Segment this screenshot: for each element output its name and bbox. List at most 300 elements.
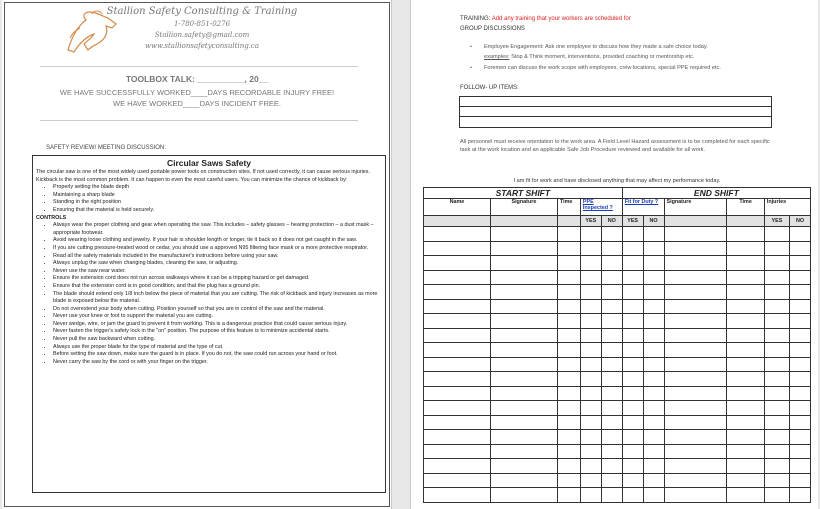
sign-in-cell[interactable]: [580, 256, 601, 271]
table-row: [424, 227, 811, 242]
sign-in-cell[interactable]: [622, 459, 643, 474]
sign-in-cell[interactable]: [727, 372, 765, 387]
list-item: • Read all the safety materials included in the manufacturer's instructions before using your saw.: [53, 253, 382, 261]
sign-in-cell[interactable]: [643, 343, 664, 358]
sign-in-cell[interactable]: [424, 386, 491, 401]
sign-in-cell[interactable]: [622, 386, 643, 401]
sign-in-cell[interactable]: [601, 459, 622, 474]
sign-in-cell[interactable]: [490, 256, 557, 271]
sign-in-cell[interactable]: [764, 357, 789, 372]
follow-up-row[interactable]: [460, 97, 771, 107]
sign-in-cell[interactable]: [622, 270, 643, 285]
sign-in-cell[interactable]: [622, 401, 643, 416]
list-item: • Never wedge, wire, or jam the guard to prevent it from working. This is a dangerous practice that could cause serious injury.: [53, 321, 382, 329]
sign-in-cell[interactable]: [664, 473, 727, 488]
sign-in-cell[interactable]: [424, 473, 491, 488]
sign-in-cell[interactable]: [557, 386, 580, 401]
article-title: Circular Saws Safety: [166, 158, 252, 168]
sign-in-cell[interactable]: [580, 227, 601, 242]
table-row: [424, 488, 811, 503]
table-row: [424, 386, 811, 401]
sign-in-cell[interactable]: [664, 241, 727, 256]
sign-in-cell[interactable]: [601, 299, 622, 314]
sign-in-cell[interactable]: [664, 227, 727, 242]
sign-in-cell[interactable]: [764, 473, 789, 488]
fit-header: Fit for Duty ?: [622, 199, 664, 216]
sign-in-cell[interactable]: [580, 430, 601, 445]
list-item: • Ensuring that the material is held securely.: [53, 207, 382, 215]
sign-in-cell[interactable]: [557, 372, 580, 387]
training-label: TRAINING:: [460, 16, 491, 22]
sign-in-cell[interactable]: [622, 415, 643, 430]
sign-in-cell[interactable]: [490, 314, 557, 329]
list-item: • The blade should extend only 1/8 inch below the piece of material that you are cutting. The risk of kickback and injury increases as more blade is exposed below the material.: [53, 291, 382, 306]
sign-in-cell[interactable]: [789, 473, 810, 488]
company-info: [102, 6, 302, 50]
sign-in-cell[interactable]: [580, 241, 601, 256]
bullet-dot: •: [470, 65, 472, 71]
sign-in-cell[interactable]: [727, 430, 765, 445]
sign-in-cell[interactable]: [490, 444, 557, 459]
sign-in-cell[interactable]: [424, 270, 491, 285]
sign-in-cell[interactable]: [789, 386, 810, 401]
table-row: [424, 430, 811, 445]
sign-in-cell[interactable]: [664, 430, 727, 445]
blank-cell: [557, 216, 580, 227]
company-email: Stallion.safety@gmail.com: [154, 31, 250, 39]
sign-in-cell[interactable]: [580, 444, 601, 459]
sign-in-cell[interactable]: [622, 285, 643, 300]
table-row: [424, 343, 811, 358]
table-row: [424, 372, 811, 387]
orientation-note: All personnel must receive orientation to the work area. A Field Level Hazard assessment is to be completed for each specific task at the work location and an applicable Safe Job Procedure reviewed and available for all work.: [460, 139, 770, 153]
sign-in-cell[interactable]: [601, 386, 622, 401]
sign-in-cell[interactable]: [727, 343, 765, 358]
sign-in-cell[interactable]: [601, 256, 622, 271]
time-header: Time: [557, 199, 580, 216]
sign-in-cell[interactable]: [727, 241, 765, 256]
sign-in-table: [423, 187, 811, 503]
sign-in-cell[interactable]: [601, 343, 622, 358]
sign-in-cell[interactable]: [601, 270, 622, 285]
sign-in-cell[interactable]: [580, 473, 601, 488]
sign-in-cell[interactable]: [557, 270, 580, 285]
list-item: • Ensure that the extension cord is in good condition, and that the plug has a ground pin.: [53, 283, 382, 291]
sign-in-cell[interactable]: [580, 459, 601, 474]
sign-in-cell[interactable]: [764, 415, 789, 430]
sign-in-cell[interactable]: [789, 227, 810, 242]
sign-in-cell[interactable]: [490, 415, 557, 430]
sign-in-cell[interactable]: [764, 386, 789, 401]
sign-in-cell[interactable]: [622, 473, 643, 488]
sign-in-cell[interactable]: [789, 328, 810, 343]
sign-in-cell[interactable]: [643, 227, 664, 242]
company-name: Stallion Safety Consulting & Training: [106, 6, 298, 17]
table-row: [424, 328, 811, 343]
follow-up-row[interactable]: [460, 117, 771, 127]
blank-cell: [727, 216, 765, 227]
sign-in-cell[interactable]: [601, 444, 622, 459]
sign-in-cell[interactable]: [557, 299, 580, 314]
sign-in-cell[interactable]: [664, 343, 727, 358]
sign-in-cell[interactable]: [643, 488, 664, 503]
sign-in-cell[interactable]: [643, 256, 664, 271]
shift-band-row: [424, 188, 811, 199]
sign-in-cell[interactable]: [580, 415, 601, 430]
bullet-dot: •: [470, 44, 472, 50]
sign-in-cell[interactable]: [764, 444, 789, 459]
sign-in-cell[interactable]: [789, 285, 810, 300]
sign-in-cell[interactable]: [622, 372, 643, 387]
sign-in-cell[interactable]: [557, 227, 580, 242]
examples-line: [484, 53, 784, 61]
signature2-header: Signature: [664, 199, 727, 216]
sign-in-cell[interactable]: [643, 473, 664, 488]
training-note: Add any training that your workers are scheduled for: [491, 16, 631, 22]
sign-in-cell[interactable]: [789, 357, 810, 372]
sign-in-cell[interactable]: [490, 473, 557, 488]
sign-in-cell[interactable]: [424, 343, 491, 358]
list-item: • Avoid wearing loose clothing and jewelry. If your hair is shoulder length or longer, tie it back so it does not get caught in the saw.: [53, 237, 382, 245]
list-item: • Always unplug the saw when changing blades, cleaning the saw, or adjusting.: [53, 260, 382, 268]
table-row: [424, 256, 811, 271]
sign-in-cell[interactable]: [727, 459, 765, 474]
sign-in-cell[interactable]: [557, 357, 580, 372]
divider: [40, 66, 358, 67]
sign-in-cell[interactable]: [643, 299, 664, 314]
sign-in-cell[interactable]: [764, 328, 789, 343]
sign-in-cell[interactable]: [601, 314, 622, 329]
sign-in-cell[interactable]: [490, 241, 557, 256]
sign-in-cell[interactable]: [727, 386, 765, 401]
sign-in-cell[interactable]: [424, 357, 491, 372]
sign-in-cell[interactable]: [622, 343, 643, 358]
table-row: [424, 357, 811, 372]
sign-in-cell[interactable]: [601, 227, 622, 242]
table-row: [424, 299, 811, 314]
sign-in-cell[interactable]: [764, 227, 789, 242]
sign-in-cell[interactable]: [601, 357, 622, 372]
sign-in-cell[interactable]: [789, 299, 810, 314]
sign-in-cell[interactable]: [727, 299, 765, 314]
sign-in-cell[interactable]: [727, 314, 765, 329]
sign-in-cell[interactable]: [789, 256, 810, 271]
controls-heading: CONTROLS: [36, 214, 67, 221]
sign-in-cell[interactable]: [424, 241, 491, 256]
sign-in-cell[interactable]: [727, 270, 765, 285]
ppe-no: NO: [601, 216, 622, 227]
sign-in-cell[interactable]: [664, 299, 727, 314]
sign-in-cell[interactable]: [764, 285, 789, 300]
start-shift-header: START SHIFT: [424, 188, 623, 199]
kickback-intro: Kickback is the most common problem. It can happen to even the most careful users. You can minimize the chance of kickback by:: [36, 176, 348, 183]
sign-in-cell[interactable]: [601, 372, 622, 387]
sign-in-cell[interactable]: [727, 227, 765, 242]
sign-in-cell[interactable]: [601, 430, 622, 445]
controls-list: [36, 222, 382, 366]
sign-in-cell[interactable]: [622, 241, 643, 256]
sign-in-cell[interactable]: [424, 227, 491, 242]
sign-in-cell[interactable]: [601, 415, 622, 430]
sign-in-cell[interactable]: [664, 285, 727, 300]
list-item: • Standing in the right position: [53, 199, 382, 207]
sign-in-cell[interactable]: [424, 415, 491, 430]
yes-no-row: [424, 216, 811, 227]
sign-in-cell[interactable]: [664, 357, 727, 372]
sign-in-cell[interactable]: [557, 488, 580, 503]
list-item: • Never use the saw near water.: [53, 268, 382, 276]
fit-statement: I am fit for work and have disclosed anything that may affect my performance today.: [513, 178, 721, 184]
injuries-yes: YES: [764, 216, 789, 227]
list-item: • Ensure the extension cord does not run across walkways where it can be a tripping hazard or get damaged.: [53, 275, 382, 283]
sign-in-cell[interactable]: [490, 488, 557, 503]
sign-in-cell[interactable]: [490, 270, 557, 285]
sign-in-cell[interactable]: [664, 314, 727, 329]
sign-in-cell[interactable]: [727, 285, 765, 300]
safety-review-label: SAFETY REVIEW/ MEETING DISCUSSION:: [46, 145, 166, 151]
injury-free-line: WE HAVE SUCCESSFULLY WORKED____DAYS RECORDABLE INJURY FREE!: [59, 88, 335, 97]
training-line: [460, 16, 631, 22]
sign-in-cell[interactable]: [643, 444, 664, 459]
sign-in-cell[interactable]: [622, 357, 643, 372]
sign-in-cell[interactable]: [490, 430, 557, 445]
sign-in-cell[interactable]: [727, 415, 765, 430]
sign-in-cell[interactable]: [643, 415, 664, 430]
sign-in-cell[interactable]: [643, 285, 664, 300]
sign-in-cell[interactable]: [490, 372, 557, 387]
sign-in-cell[interactable]: [557, 343, 580, 358]
sign-in-cell[interactable]: [643, 386, 664, 401]
ppe-header: PPE Inspected ?: [580, 199, 622, 216]
circular-saw-article: [32, 155, 386, 493]
sign-in-cell[interactable]: [580, 285, 601, 300]
sign-in-cell[interactable]: [664, 328, 727, 343]
sign-in-cell[interactable]: [490, 328, 557, 343]
sign-in-cell[interactable]: [789, 372, 810, 387]
sign-in-cell[interactable]: [764, 372, 789, 387]
sign-in-cell[interactable]: [557, 328, 580, 343]
sign-in-cell[interactable]: [622, 256, 643, 271]
sign-in-cell[interactable]: [764, 299, 789, 314]
sign-in-cell[interactable]: [643, 372, 664, 387]
sign-in-cell[interactable]: [424, 444, 491, 459]
list-item: • Maintaining a sharp blade: [53, 192, 382, 200]
list-item: • Never use your knee or foot to support the material you are cutting.: [53, 313, 382, 321]
sign-in-cell[interactable]: [424, 430, 491, 445]
sign-in-cell[interactable]: [580, 386, 601, 401]
sign-in-cell[interactable]: [622, 299, 643, 314]
sign-in-cell[interactable]: [727, 328, 765, 343]
toolbox-talk-title: TOOLBOX TALK: __________, 20__: [125, 74, 269, 84]
sign-in-cell[interactable]: [601, 241, 622, 256]
fit-no: NO: [643, 216, 664, 227]
sign-in-cell[interactable]: [727, 473, 765, 488]
incident-free-line: WE HAVE WORKED____DAYS INCIDENT FREE.: [113, 99, 281, 108]
sign-in-cell[interactable]: [643, 357, 664, 372]
blank-cell: [490, 216, 557, 227]
sign-in-cell[interactable]: [490, 285, 557, 300]
sign-in-cell[interactable]: [424, 314, 491, 329]
sign-in-cell[interactable]: [664, 256, 727, 271]
table-row: [424, 415, 811, 430]
sign-in-cell[interactable]: [764, 256, 789, 271]
sign-in-cell[interactable]: [643, 314, 664, 329]
sign-in-cell[interactable]: [664, 372, 727, 387]
sign-in-cell[interactable]: [490, 299, 557, 314]
injuries-no: NO: [789, 216, 810, 227]
sign-in-cell[interactable]: [643, 459, 664, 474]
examples-text: Stop & Think moment, interventions, provided coaching or mentorship etc.: [511, 54, 695, 60]
sign-in-cell[interactable]: [601, 488, 622, 503]
sign-in-cell[interactable]: [764, 459, 789, 474]
sign-in-cell[interactable]: [727, 444, 765, 459]
sign-in-cell[interactable]: [622, 430, 643, 445]
follow-up-heading: FOLLOW- UP ITEMS:: [460, 85, 519, 91]
sign-in-cell[interactable]: [424, 285, 491, 300]
sign-in-cell[interactable]: [664, 459, 727, 474]
sign-in-cell[interactable]: [580, 299, 601, 314]
sign-in-cell[interactable]: [789, 270, 810, 285]
sign-in-cell[interactable]: [490, 459, 557, 474]
sign-in-cell[interactable]: [580, 357, 601, 372]
sign-in-cell[interactable]: [557, 314, 580, 329]
table-row: [424, 401, 811, 416]
sign-in-cell[interactable]: [557, 401, 580, 416]
sign-in-cell[interactable]: [424, 328, 491, 343]
sign-in-cell[interactable]: [490, 401, 557, 416]
list-item: • If you are cutting pressure-treated wood or cedar, you should use a approved N95 filtering face mask or a more protective respirator.: [53, 245, 382, 253]
sign-in-cell[interactable]: [490, 343, 557, 358]
sign-in-cell[interactable]: [664, 488, 727, 503]
table-row: [424, 444, 811, 459]
sign-in-cell[interactable]: [664, 401, 727, 416]
sign-in-cell[interactable]: [643, 328, 664, 343]
sign-in-cell[interactable]: [580, 270, 601, 285]
sign-in-cell[interactable]: [601, 473, 622, 488]
company-website: www.stallionsafetyconsulting.ca: [145, 42, 259, 50]
sign-in-cell[interactable]: [727, 488, 765, 503]
foremen-bullet: Foremen can discuss the work scope with employees, crew locations, special PPE required etc.: [484, 65, 721, 71]
sign-in-cell[interactable]: [789, 459, 810, 474]
sign-in-cell[interactable]: [727, 357, 765, 372]
sign-in-cell[interactable]: [664, 415, 727, 430]
sign-in-cell[interactable]: [789, 314, 810, 329]
employee-engagement-bullet: Employee Engagement: Ask one employee to discuss how they made a safe choice today.: [484, 44, 708, 50]
list-item: • Never carry the saw by the cord or with your finger on the trigger.: [53, 359, 382, 367]
sign-in-cell[interactable]: [727, 256, 765, 271]
blank-cell: [664, 216, 727, 227]
group-discussions-heading: GROUP DISCUSSIONS: [460, 26, 525, 32]
sign-in-cell[interactable]: [622, 227, 643, 242]
article-intro: The circular saw is one of the most widely used portable power tools on construction sites. If not used correctly, it can cause serious injuries.: [36, 169, 370, 175]
sign-in-cell[interactable]: [424, 256, 491, 271]
sign-in-cell[interactable]: [557, 415, 580, 430]
list-item: • Do not overextend your body when cutting. Position yourself so that you are in control of the saw and the material.: [53, 306, 382, 314]
sign-in-cell[interactable]: [424, 299, 491, 314]
end-shift-header: END SHIFT: [622, 188, 810, 199]
sign-in-cell[interactable]: [664, 270, 727, 285]
sign-in-cell[interactable]: [764, 270, 789, 285]
divider: [40, 120, 358, 121]
sign-in-cell[interactable]: [580, 372, 601, 387]
sign-in-cell[interactable]: [580, 343, 601, 358]
sign-in-cell[interactable]: [424, 372, 491, 387]
sign-in-cell[interactable]: [601, 401, 622, 416]
sign-in-cell[interactable]: [601, 285, 622, 300]
sign-in-cell[interactable]: [557, 473, 580, 488]
sign-in-cell[interactable]: [789, 241, 810, 256]
sign-in-cell[interactable]: [490, 357, 557, 372]
sign-in-cell[interactable]: [557, 285, 580, 300]
sign-in-cell[interactable]: [664, 444, 727, 459]
column-header-row: [424, 199, 811, 216]
sign-in-cell[interactable]: [622, 314, 643, 329]
sign-in-cell[interactable]: [580, 328, 601, 343]
sign-in-cell[interactable]: [424, 488, 491, 503]
fit-yes: YES: [622, 216, 643, 227]
table-row: [424, 314, 811, 329]
sign-in-cell[interactable]: [664, 386, 727, 401]
sign-in-cell[interactable]: [580, 314, 601, 329]
sign-in-cell[interactable]: [622, 444, 643, 459]
sign-in-cell[interactable]: [643, 430, 664, 445]
blank-cell: [424, 216, 491, 227]
sign-in-cell[interactable]: [789, 430, 810, 445]
sign-in-cell[interactable]: [789, 343, 810, 358]
injuries-header: Injuries: [764, 199, 810, 216]
list-item: • Always use the proper blade for the type of material and the type of cut.: [53, 344, 382, 352]
sign-in-cell[interactable]: [764, 343, 789, 358]
sign-in-cell[interactable]: [789, 415, 810, 430]
sign-in-cell[interactable]: [643, 270, 664, 285]
sign-in-cell[interactable]: [764, 401, 789, 416]
sign-in-cell[interactable]: [557, 256, 580, 271]
sign-in-cell[interactable]: [557, 241, 580, 256]
sign-in-cell[interactable]: [490, 386, 557, 401]
table-row: [424, 270, 811, 285]
sign-in-cell[interactable]: [557, 459, 580, 474]
sign-in-cell[interactable]: [557, 444, 580, 459]
company-phone: 1-780-851-0276: [173, 20, 231, 28]
sign-in-cell[interactable]: [424, 459, 491, 474]
sign-in-cell[interactable]: [580, 488, 601, 503]
sign-in-cell[interactable]: [424, 401, 491, 416]
sign-in-rows: [424, 227, 811, 503]
sign-in-cell[interactable]: [764, 314, 789, 329]
kickback-list: [36, 184, 382, 214]
sign-in-cell[interactable]: [789, 444, 810, 459]
sign-in-cell[interactable]: [601, 328, 622, 343]
sign-in-cell[interactable]: [622, 488, 643, 503]
sign-in-cell[interactable]: [764, 488, 789, 503]
sign-in-cell[interactable]: [643, 401, 664, 416]
sign-in-cell[interactable]: [580, 401, 601, 416]
sign-in-cell[interactable]: [727, 401, 765, 416]
list-item: • Never fasten the trigger's safety lock in the "on" position. The purpose of this feature is to minimize accidental starts.: [53, 328, 382, 336]
sign-in-cell[interactable]: [764, 241, 789, 256]
signature-header: Signature: [490, 199, 557, 216]
sign-in-cell[interactable]: [789, 401, 810, 416]
sign-in-cell[interactable]: [557, 430, 580, 445]
follow-up-row[interactable]: [460, 107, 771, 117]
table-row: [424, 285, 811, 300]
table-row: [424, 459, 811, 474]
sign-in-cell[interactable]: [789, 488, 810, 503]
sign-in-cell[interactable]: [622, 328, 643, 343]
sign-in-cell[interactable]: [490, 227, 557, 242]
sign-in-cell[interactable]: [643, 241, 664, 256]
sign-in-cell[interactable]: [764, 430, 789, 445]
